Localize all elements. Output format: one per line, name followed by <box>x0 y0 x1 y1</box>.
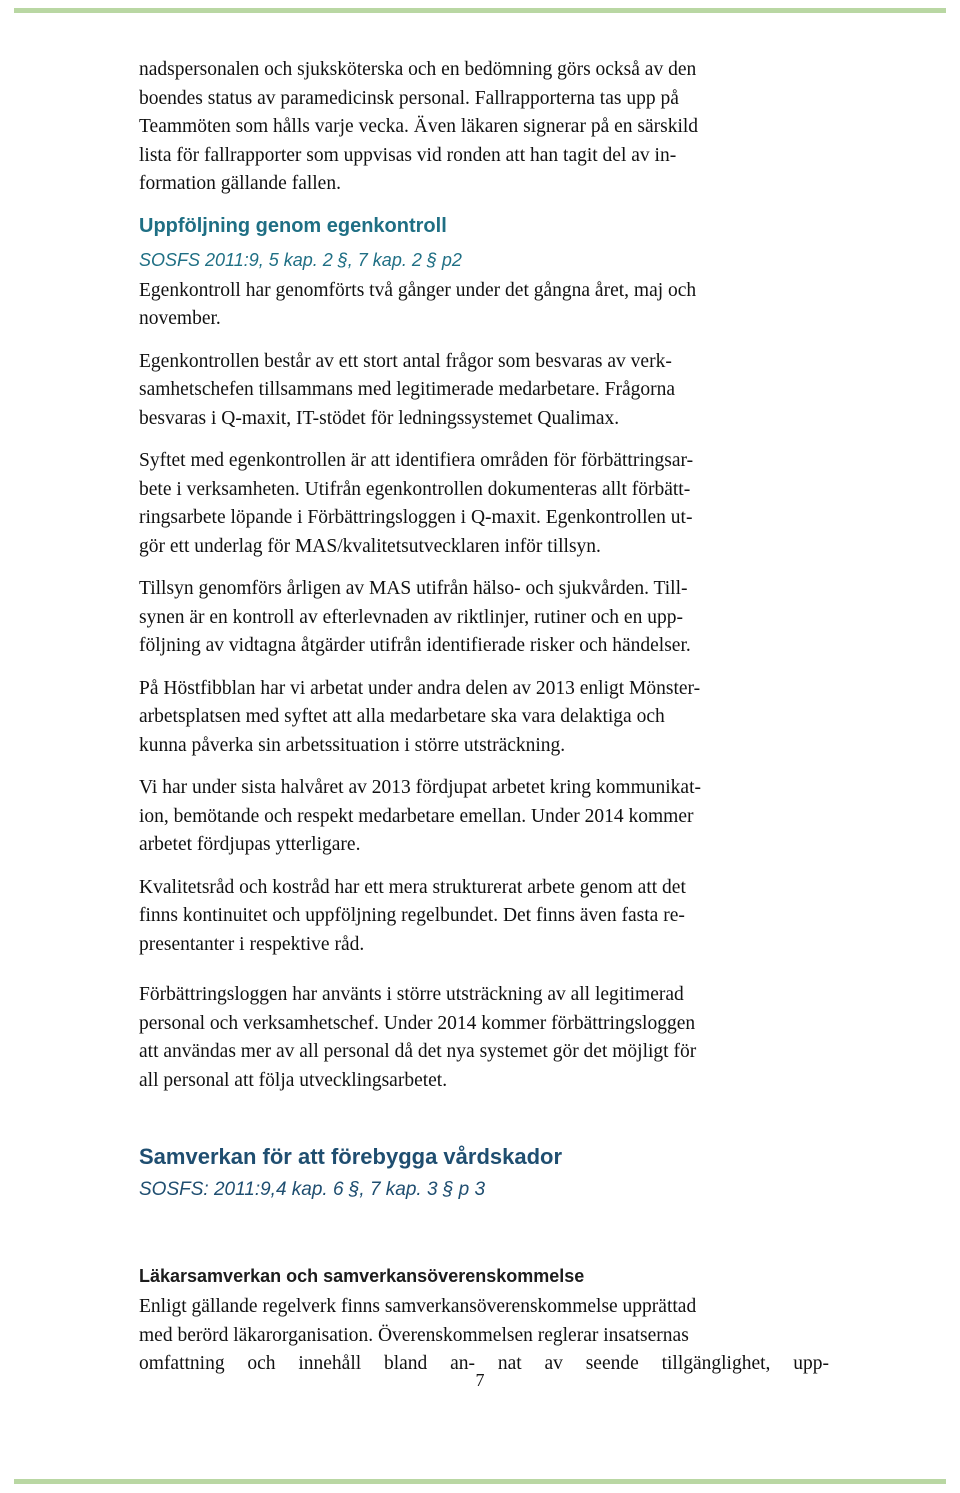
intro-paragraph: nadspersonalen och sjuksköterska och en bedömning görs också av den boendes status av paramedicinsk personal. Fallrapporterna tas upp på Teammöten som hålls varje vecka. Även läkaren signerar på en särskild lista för fallrapporter som uppvisas vid ronden att han tagit del av in- formation gällande fallen. <box>139 59 699 194</box>
paragraph-followup-3: Syftet med egenkontrollen är att identifiera områden för förbättringsar- bete i verksamheten. Utifrån egenkontrollen dokumenteras allt förbätt- ringsarbete löpande i Förbättringsloggen i Q-maxit. Egenkontrollen ut- gör ett underlag för MAS/kvalitetsutvecklaren inför tillsyn. <box>139 450 694 557</box>
paragraph-followup-7: Kvalitetsråd och kostråd har ett mera strukturerat arbete genom att det finns kontinuitet och uppföljning regelbundet. Det finns även fasta re- presentanter i respektive råd. <box>139 876 686 955</box>
paragraph-followup-1: Egenkontroll har genomförts två gånger under det gångna året, maj och november. <box>139 279 697 329</box>
paragraph-followup-4: Tillsyn genomförs årligen av MAS utifrån hälso- och sjukvården. Till- synen är en kontroll av efterlevnaden av riktlinjer, rutiner och en upp- följning av vidtagna åtgärder utifrån identifierade risker och händelser. <box>139 578 691 656</box>
paragraph-doctors: Enligt gällande regelverk finns samverkansöverenskommelse upprättad med berörd läkarorganisation. Överenskommelsen reglerar insatsernas omfattning och innehåll bland an- nat av seende tillgänglighet, upp- <box>139 1296 829 1374</box>
subsection-heading-doctors: Läkarsamverkan och samverkansöverenskommelse <box>139 1266 585 1286</box>
paragraph-followup-5: På Höstfibblan har vi arbetat under andra delen av 2013 enligt Mönster- arbetsplatsen med syftet att alla medarbetare ska vara delaktiga och kunna påverka sin arbetssituation i större utsträckning. <box>139 677 701 756</box>
paragraph-followup-8: Förbättringsloggen har använts i större utsträckning av all legitimerad personal och verksamhetschef. Under 2014 kommer förbättringsloggen att användas mer av all personal då det nya systemet gör det möjligt för all personal att följa utvecklingsarbetet. <box>139 984 697 1091</box>
bottom-border-rule <box>14 1479 946 1484</box>
paragraph-followup-6: Vi har under sista halvåret av 2013 fördjupat arbetet kring kommunikat- ion, bemötande och respekt medarbetare emellan. Under 2014 kommer arbetet fördjupas ytterligare. <box>139 777 701 855</box>
paragraph-followup-2: Egenkontrollen består av ett stort antal frågor som besvaras av verk- samhetschefen tillsammans med legitimerade medarbetare. Frågorna besvaras i Q-maxit, IT-stödet för ledningssystemet Qualimax. <box>139 350 676 429</box>
page-content <box>139 56 829 1379</box>
section-reference-cooperation: SOSFS: 2011:9,4 kap. 6 §, 7 kap. 3 § p 3 <box>139 1179 486 1200</box>
section-heading-followup: Uppföljning genom egenkontroll <box>139 214 447 237</box>
section-reference-followup: SOSFS 2011:9, 5 kap. 2 §, 7 kap. 2 § p2 <box>139 249 462 270</box>
top-border-rule <box>14 8 946 13</box>
page-number: 7 <box>475 1370 485 1390</box>
section-heading-cooperation: Samverkan för att förebygga vårdskador <box>139 1144 563 1169</box>
